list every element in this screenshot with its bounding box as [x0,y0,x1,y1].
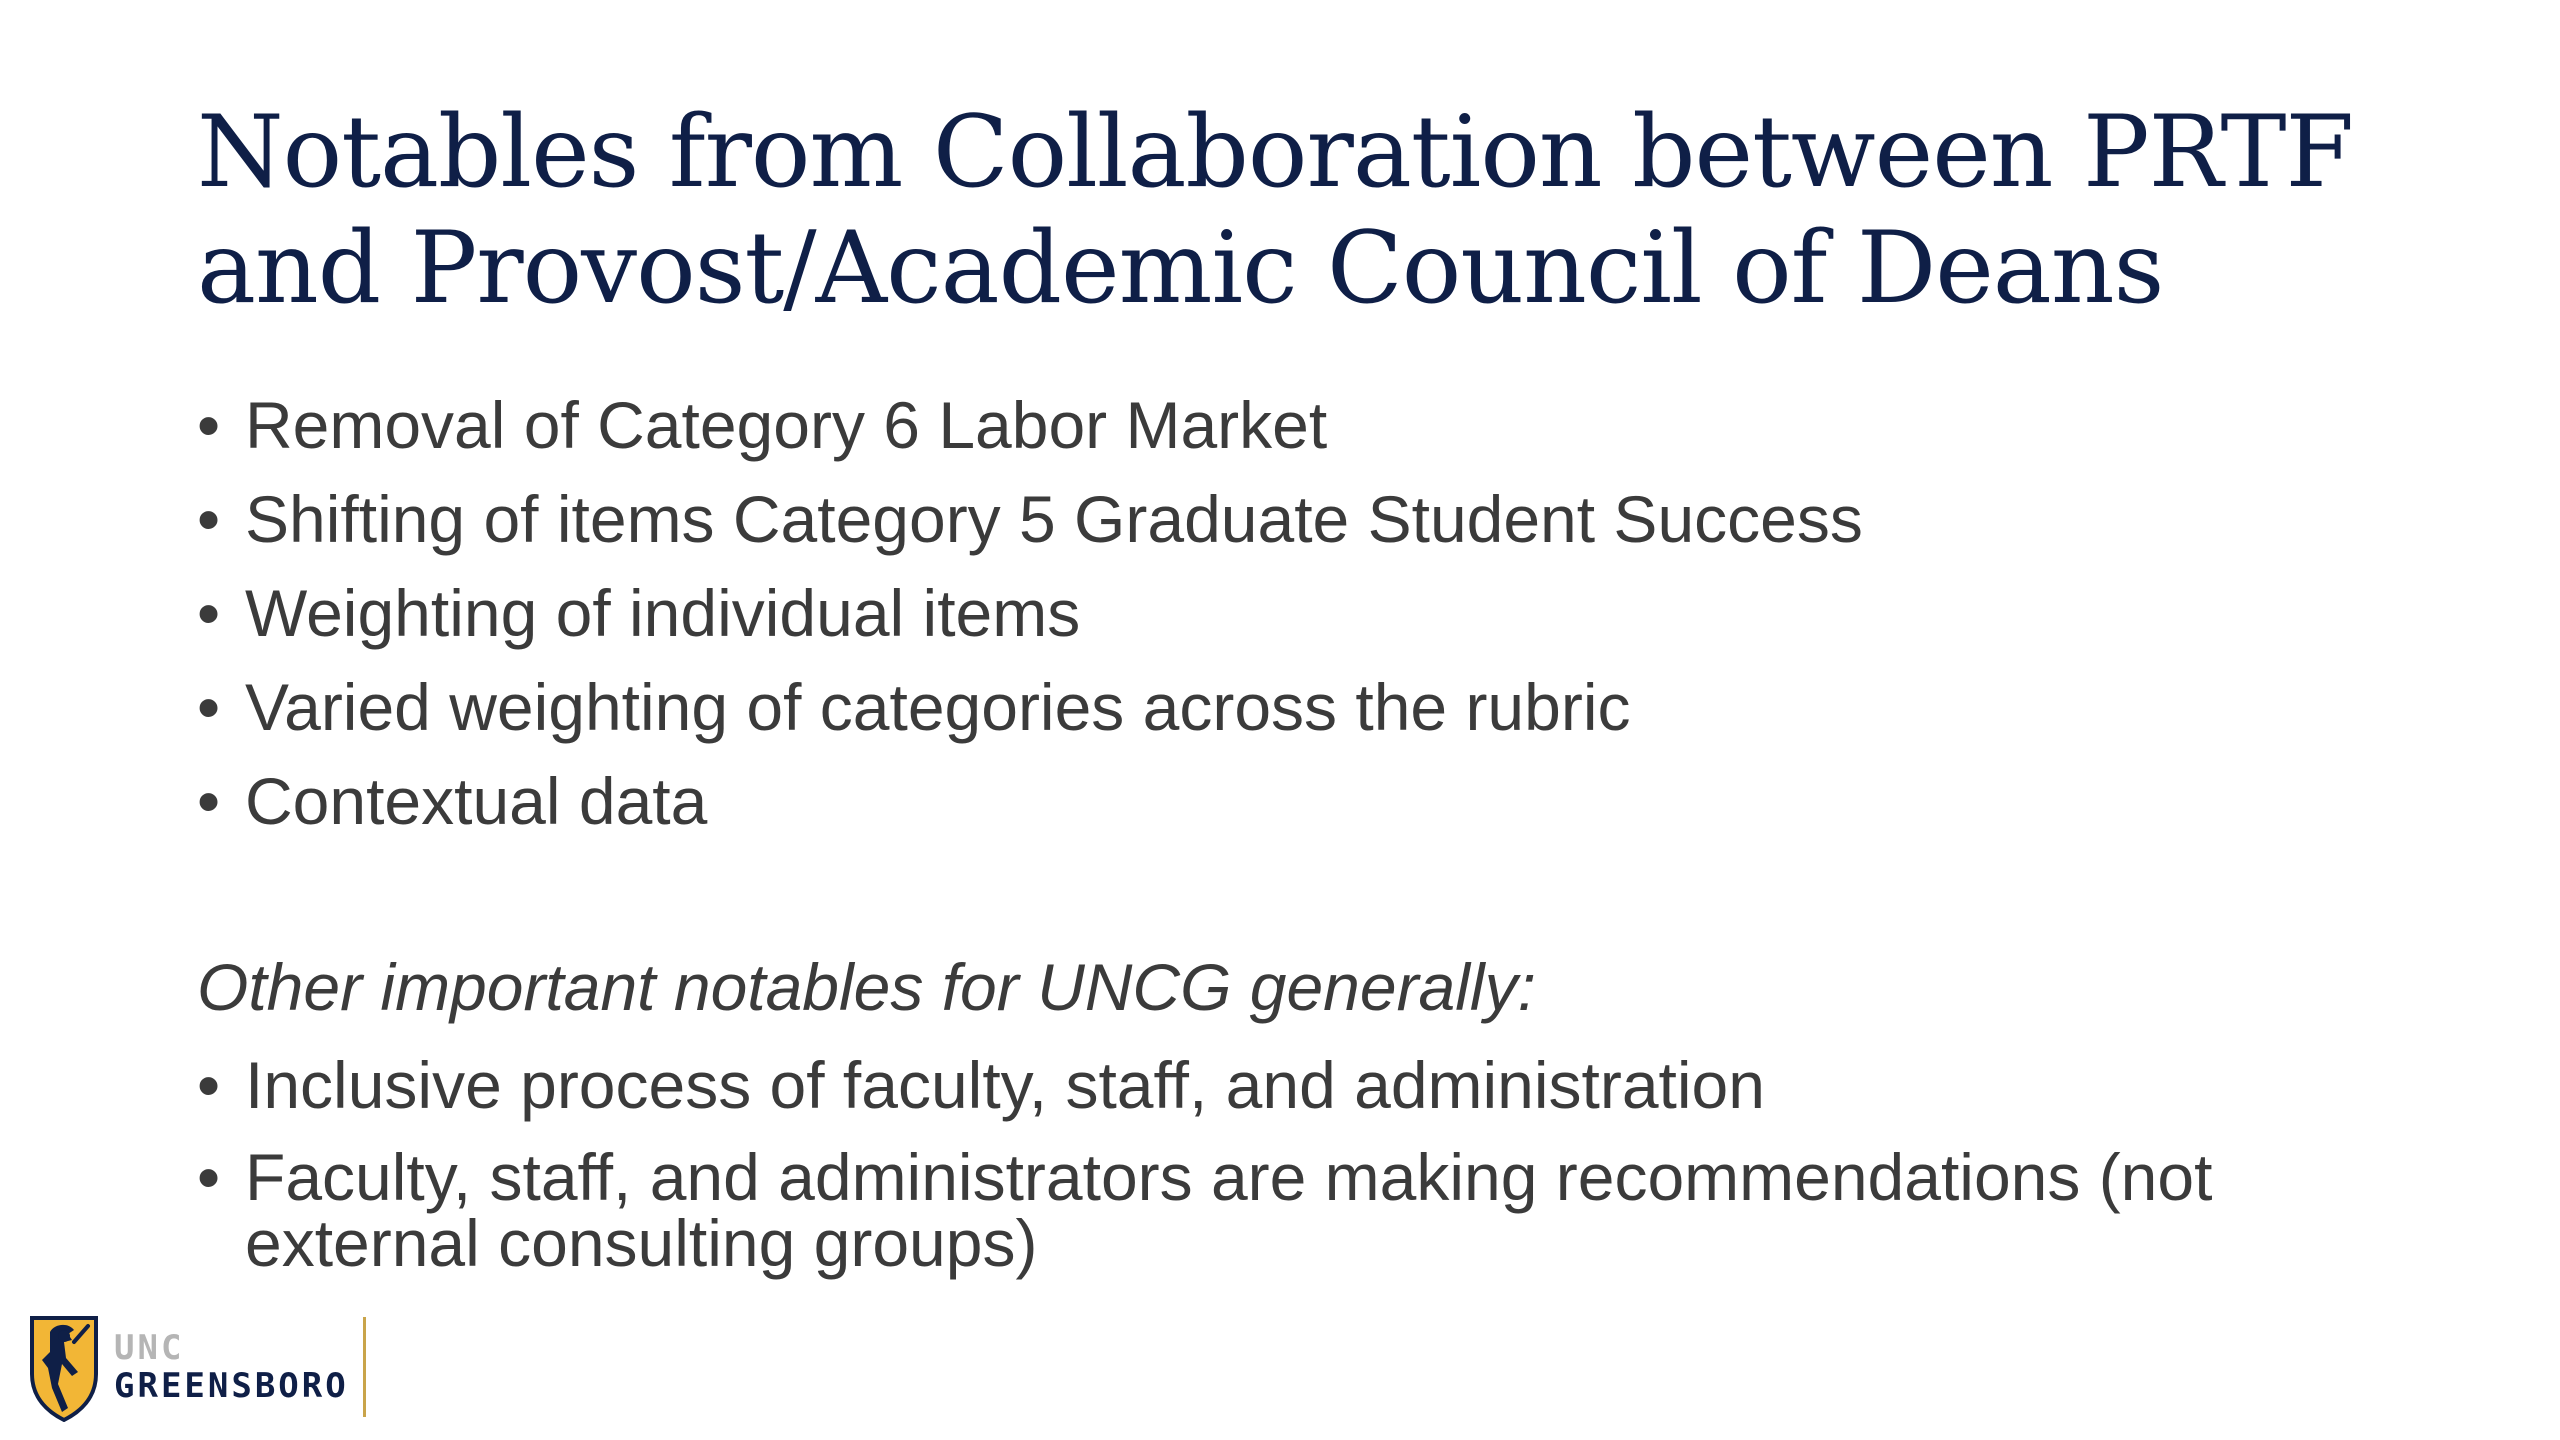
secondary-subheading: Other important notables for UNCG generally: [197,950,1536,1024]
bullet-item [197,378,2397,472]
logo-line-greensboro: GREENSBORO [114,1366,349,1406]
logo-divider [363,1317,366,1417]
bullet-marker: • [197,482,221,556]
slide-title-line-1: Notables from Collaboration between PRTF [197,95,2354,210]
bullet-text: Faculty, staff, and administrators are making recommendations (not external consulting groups) [245,1140,2213,1280]
bullet-marker: • [197,388,221,462]
bullet-marker: • [197,1048,221,1122]
primary-bullet-list [197,378,2397,848]
bullet-item [197,660,2397,754]
bullet-marker: • [197,764,221,838]
slide-title [197,95,2447,327]
bullet-marker: • [197,576,221,650]
bullet-item [197,472,2397,566]
bullet-item [197,754,2397,848]
slide-title-line-2: and Provost/Academic Council of Deans [197,211,2164,326]
logo-line-unc: UNC [114,1328,185,1368]
bullet-item [197,1132,2397,1280]
uncg-logo [28,1312,366,1422]
bullet-text: Varied weighting of categories across the rubric [245,670,1631,744]
secondary-bullet-list [197,1038,2397,1280]
bullet-marker: • [197,1140,221,1214]
bullet-text: Contextual data [245,764,708,838]
bullet-text: Weighting of individual items [245,576,1081,650]
bullet-item [197,566,2397,660]
bullet-text: Removal of Category 6 Labor Market [245,388,1328,462]
bullet-marker: • [197,670,221,744]
bullet-text: Inclusive process of faculty, staff, and administration [245,1048,1765,1122]
spartan-shield-icon [28,1312,100,1422]
bullet-text: Shifting of items Category 5 Graduate Student Success [245,482,1863,556]
logo-wordmark [114,1329,349,1405]
bullet-item [197,1038,2397,1132]
